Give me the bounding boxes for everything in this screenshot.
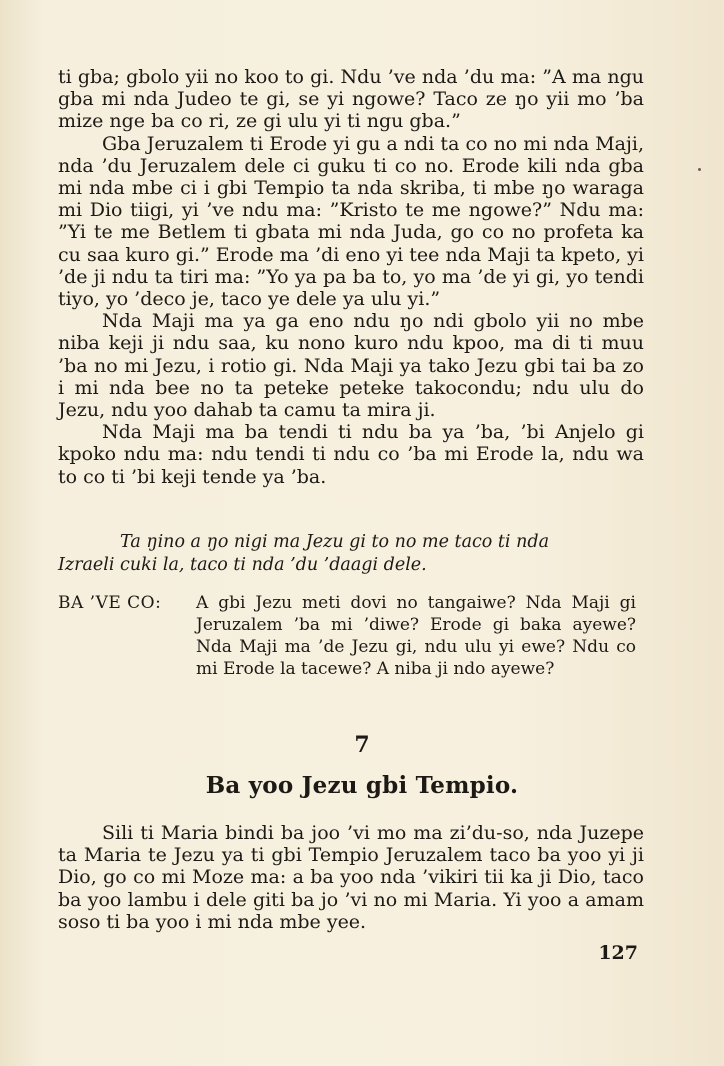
paragraph-2: Gba Jeruzalem ti Erode yi gu a ndi ta co no mi nda Maji, nda ’du Jeruzalem dele ci guku ti co no. Erode kili nda gba mi nda mbe ci i gbi Tempio ta nda skriba, ti mbe ŋo waraga mi Dio tiigi, yi ’ve ndu ma: ”Kristo te me ngowe?” Ndu ma: ”Yi te me Betlem ti gbata mi nda Juda, go co no profeta ka cu saa kuro gi.” Erode ma ’di eno yi tee nda Maji ta kpeto, yi ’de ji ndu ta tiri ma: ”Yo ya pa ba to, yo ma ’de yi gi, yo tendi tiyo, yo ’deco je, taco ye dele ya ulu yi.” (58, 132, 644, 311)
italic-note-line-1: Ta ŋino a ŋo nigi ma Jezu gi to no me taco ti nda (120, 532, 549, 552)
body-text-bottom (58, 822, 644, 933)
margin-dot (698, 168, 701, 171)
italic-note-line-2: Izraeli cuki la, taco ti nda ’du ’daagi dele. (58, 555, 427, 575)
questions-text: A gbi Jezu meti dovi no tangaiwe? Nda Maji gi Jeruzalem ’ba mi ’diwe? Erode gi baka ayewe? Nda Maji ma ’de Jezu gi, ndu ulu yi ewe? Ndu co mi Erode la tacewe? A niba ji ndo ayewe? (196, 593, 636, 679)
paragraph-3: Nda Maji ma ya ga eno ndu ŋo ndi gbolo yii no mbe niba keji ji ndu saa, ku nono kuro ndu kpoo, ma di ti muu ’ba no mi Jezu, i rotio gi. Nda Maji ya tako Jezu gbi tai ba zo i mi nda bee no ta peteke peteke takocondu; ndu ulu do Jezu, ndu yoo dahab ta camu ta mira ji. (58, 310, 644, 422)
paragraph-1: ti gba; gbolo yii no koo to gi. Ndu ’ve nda ’du ma: ”A ma ngu gba mi nda Judeo te gi, se yi ngowe? Taco ze ŋo yii mo ’ba mize nge ba co ri, ze gi ulu yi ti ngu gba.” (58, 66, 644, 133)
questions-block (58, 592, 644, 680)
italic-note (58, 531, 644, 577)
chapter-title: Ba yoo Jezu gbi Tempio. (205, 772, 519, 799)
page-number: 127 (598, 942, 638, 964)
paragraph-4: Nda Maji ma ba tendi ti ndu ba ya ’ba, ’bi Anjelo gi kpoko ndu ma: ndu tendi ti ndu co ’ba mi Erode la, ndu wa to co ti ’bi keji tende ya ’ba. (58, 421, 644, 488)
body-text-top (58, 66, 644, 488)
paragraph-5: Sili ti Maria bindi ba joo ’vi mo ma zi’du-so, nda Juzepe ta Maria te Jezu ya ti gbi Tempio Jeruzalem taco ba yoo yi ji Dio, go co mi Moze ma: a ba yoo nda ’vikiri tii ka ji Dio, taco ba yoo lambu i dele giti ba jo ’vi no mi Maria. Yi yoo a amam soso ti ba yoo i mi nda mbe yee. (58, 822, 644, 933)
chapter-number: 7 (354, 732, 370, 758)
questions-label: BA ’VE CO: (58, 593, 162, 613)
